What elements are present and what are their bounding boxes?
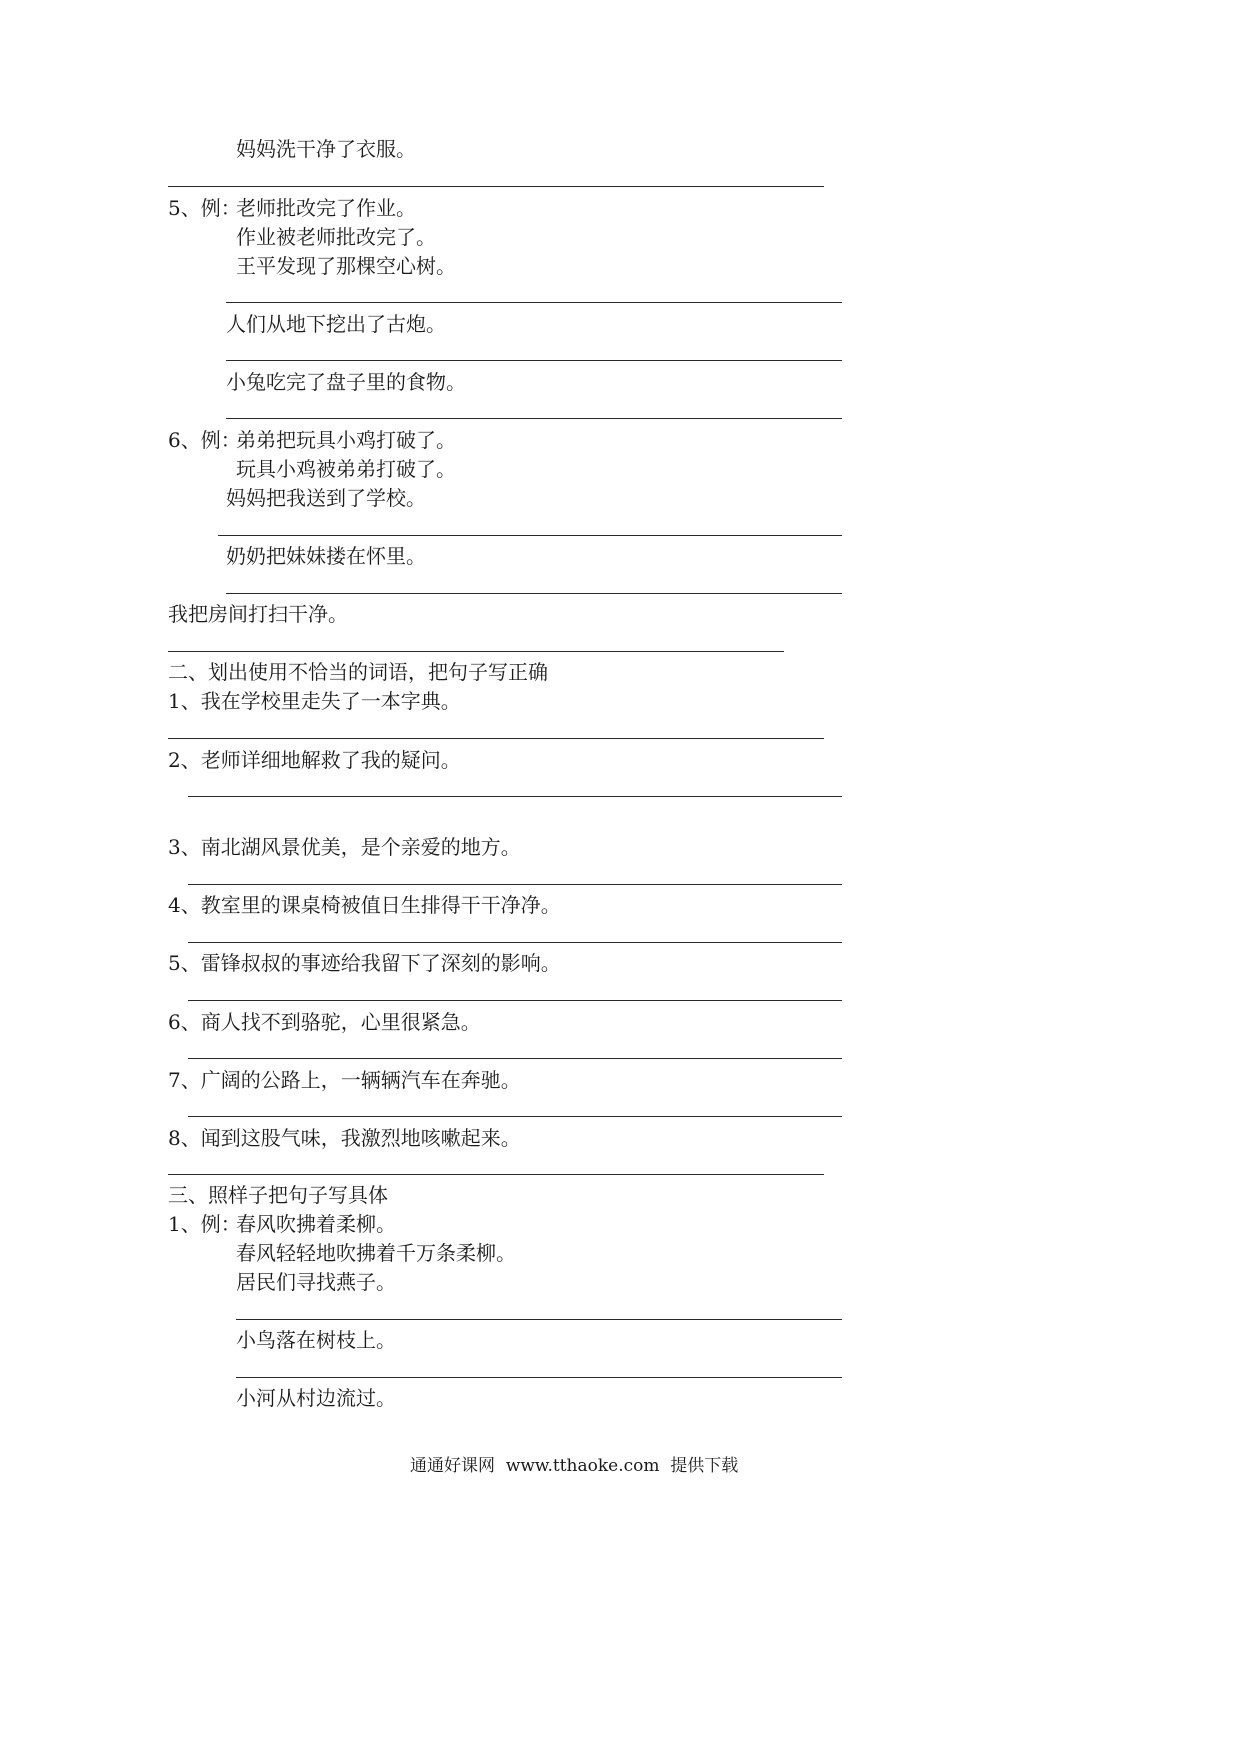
answer-line[interactable] [188,1116,842,1117]
s3-item: 居民们寻找燕子。 [236,1270,396,1294]
q5-item: 人们从地下挖出了古炮。 [226,312,446,336]
section-3-heading: 三、照样子把句子写具体 [168,1183,388,1207]
answer-line[interactable] [226,360,842,361]
answer-line[interactable] [188,796,842,797]
answer-line[interactable] [188,1000,842,1001]
q6-example-passive: 玩具小鸡被弟弟打破了。 [236,457,456,481]
answer-line[interactable] [226,593,842,594]
answer-line[interactable] [188,1058,842,1059]
footer-url[interactable]: www.tthaoke.com [505,1456,660,1476]
q5-example-passive: 作业被老师批改完了。 [236,225,436,249]
s2-item: 2、老师详细地解救了我的疑问。 [168,748,461,772]
s3-item: 小鸟落在树枝上。 [236,1328,396,1352]
q5-example-active: 老师批改完了作业。 [236,196,416,220]
prev-example-line: 妈妈洗干净了衣服。 [236,137,416,161]
s2-item: 6、商人找不到骆驼，心里很紧急。 [168,1010,481,1034]
footer-suffix: 提供下载 [670,1456,739,1476]
answer-line[interactable] [226,418,842,419]
footer-site-name: 通通好课网 [410,1456,495,1476]
s2-item: 3、南北湖风景优美，是个亲爱的地方。 [168,835,521,859]
answer-line[interactable] [168,186,824,187]
s2-item: 5、雷锋叔叔的事迹给我留下了深刻的影响。 [168,951,561,975]
answer-line[interactable] [168,738,824,739]
q6-item: 我把房间打扫干净。 [168,602,348,626]
q6-example-active: 弟弟把玩具小鸡打破了。 [236,428,456,452]
section-2-heading: 二、划出使用不恰当的词语，把句子写正确 [168,660,548,684]
answer-line[interactable] [226,302,842,303]
q6-item: 妈妈把我送到了学校。 [226,486,426,510]
s2-item: 7、广阔的公路上，一辆辆汽车在奔驰。 [168,1068,521,1092]
s2-item: 4、教室里的课桌椅被值日生排得干干净净。 [168,893,561,917]
s3-q1-label: 1、例： [168,1212,241,1236]
q5-label: 5、例： [168,196,241,220]
q6-label: 6、例： [168,428,241,452]
answer-line[interactable] [188,884,842,885]
s2-item: 8、闻到这股气味，我激烈地咳嗽起来。 [168,1126,521,1150]
s3-item: 小河从村边流过。 [236,1386,396,1410]
s3-example-simple: 春风吹拂着柔柳。 [236,1212,396,1236]
answer-line[interactable] [168,651,784,652]
q6-item: 奶奶把妹妹搂在怀里。 [226,544,426,568]
answer-line[interactable] [168,1174,824,1175]
answer-line[interactable] [218,535,842,536]
page-footer [410,1456,738,1476]
answer-line[interactable] [236,1377,842,1378]
s2-item: 1、我在学校里走失了一本字典。 [168,689,461,713]
q5-item: 小兔吃完了盘子里的食物。 [226,370,466,394]
answer-line[interactable] [188,942,842,943]
q5-item: 王平发现了那棵空心树。 [236,254,456,278]
answer-line[interactable] [236,1319,842,1320]
s3-example-detailed: 春风轻轻地吹拂着千万条柔柳。 [236,1241,516,1265]
